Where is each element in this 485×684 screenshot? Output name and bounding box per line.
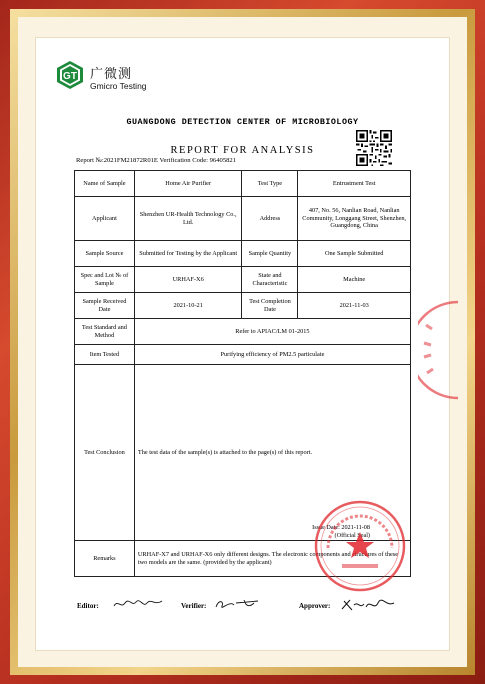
editor-signature-icon (112, 597, 164, 611)
item-label: Item Tested (75, 345, 135, 365)
applicant-value: Shenzhen UR-Health Technology Co., Ltd. (134, 197, 242, 241)
completion-label: Test Completion Date (242, 293, 298, 319)
received-label: Sample Received Date (75, 293, 135, 319)
conclusion-value: The test data of the sample(s) is attached to the page(s) of this report. (134, 365, 410, 541)
verifier-label: Verifier: (181, 602, 207, 610)
table-row (75, 267, 411, 293)
issue-date: Issue Date: 2021-11-08 (312, 524, 370, 531)
item-value: Purifying efficiency of PM2.5 particulate (134, 345, 410, 365)
table-row (75, 345, 411, 365)
source-value: Submitted for Testing by the Applicant (134, 241, 242, 267)
logo-letters: GT (63, 71, 77, 82)
type-value: Entrustment Test (298, 171, 411, 197)
spec-label: Spec and Lot № of Sample (75, 267, 135, 293)
gt-logo-icon (55, 60, 85, 90)
edge-seal-stamp-icon (418, 295, 458, 405)
spec-value: URHAF-X6 (134, 267, 242, 293)
remarks-value: URHAF-X7 and URHAF-X6 only different designs. The electronic components and structures of these two models are the same. (provided by the applicant) (134, 541, 410, 577)
address-label: Address (242, 197, 298, 241)
conclusion-label: Test Conclusion (75, 365, 135, 541)
qr-code-icon (356, 130, 392, 166)
editor-label: Editor: (77, 602, 99, 610)
state-value: Machine (298, 267, 411, 293)
report-number: Report №:2021FM21872R01E Verification Code: 96405821 (76, 157, 237, 164)
approver-signature-icon (340, 597, 396, 613)
table-row (75, 171, 411, 197)
name-value: Home Air Purifier (134, 171, 242, 197)
approver-label: Approver: (299, 602, 331, 610)
official-seal-stamp-icon (312, 498, 408, 594)
address-value: 407, No. 56, Nanlian Road, Nanlian Community, Longgang Street, Shenzhen, Guangdong, China (298, 197, 411, 241)
table-row (75, 319, 411, 345)
verifier-signature-icon (214, 597, 266, 611)
quantity-value: One Sample Submitted (298, 241, 411, 267)
quantity-label: Sample Quantity (242, 241, 298, 267)
brand-name-cn: 广微测 (90, 67, 133, 82)
name-label: Name of Sample (75, 171, 135, 197)
table-row (75, 241, 411, 267)
applicant-label: Applicant (75, 197, 135, 241)
official-seal-label: (Official Seal) (334, 532, 370, 540)
table-row (75, 293, 411, 319)
completion-value: 2021-11-03 (298, 293, 411, 319)
organization-name: GUANGDONG DETECTION CENTER OF MICROBIOLOGY (126, 117, 359, 127)
remarks-label: Remarks (75, 541, 135, 577)
standard-label: Test Standard and Method (75, 319, 135, 345)
state-label: State and Characteristic (242, 267, 298, 293)
standard-value: Refer to APIAC/LM 01-2015 (134, 319, 410, 345)
received-value: 2021-10-21 (134, 293, 242, 319)
report-title: REPORT FOR ANALYSIS (170, 145, 315, 156)
source-label: Sample Source (75, 241, 135, 267)
table-row (75, 197, 411, 241)
brand-name-en: Gmicro Testing (90, 81, 147, 91)
type-label: Test Type (242, 171, 298, 197)
